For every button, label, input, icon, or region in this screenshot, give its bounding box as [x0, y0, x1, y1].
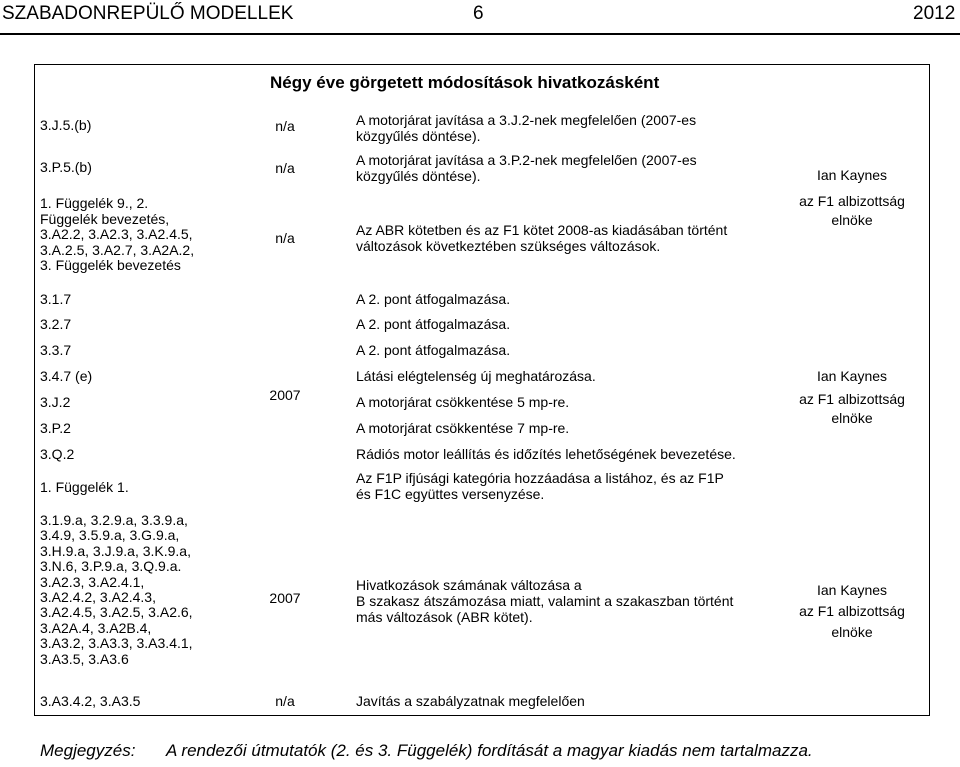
reference-line: 3.A.2.5, 3.A2.7, 3.A2A.2,: [40, 241, 195, 258]
row-description: [356, 368, 596, 384]
description-line: és F1C együttes versenyzése.: [356, 486, 545, 502]
description-line: változások következtében szükséges változások.: [356, 238, 661, 254]
description-line: Javítás a szabályzatnak megfelelően: [356, 693, 585, 709]
reference-line: 3. Függelék bevezetés: [40, 257, 181, 273]
proposer-role: az F1 albizottság: [799, 391, 905, 407]
page-header: [0, 0, 960, 35]
description-line: A motorjárat csökkentése 5 mp-re.: [356, 394, 570, 410]
reference-line: 3.A2.3, 3.A2.4.1,: [40, 573, 145, 590]
row-reference: [40, 394, 70, 410]
description-line: Az F1P ifjúsági kategória hozzáadása a listához, és az F1P: [356, 470, 724, 486]
row-reference: [40, 342, 71, 358]
proposer-name: Ian Kaynes: [816, 167, 888, 183]
year-2007-group2: 2007: [269, 387, 301, 403]
row-reference: [40, 513, 193, 667]
reference-line: 3.P.2: [40, 420, 71, 436]
row-reference: [40, 118, 91, 133]
row-reference: [40, 291, 71, 307]
proposer-role: az F1 albizottság: [799, 193, 905, 209]
reference-line: 3.1.9.a, 3.2.9.a, 3.3.9.a,: [40, 512, 188, 528]
row-description: [356, 112, 696, 144]
description-line: A 2. pont átfogalmazása.: [356, 316, 511, 332]
page-number: 6: [473, 3, 484, 24]
proposer-group1: [782, 166, 922, 230]
row-reference: [40, 196, 194, 274]
reference-line: 1. Függelék 1.: [40, 479, 129, 495]
description-line: A motorjárat csökkentése 7 mp-re.: [356, 420, 570, 436]
reference-line: 1. Függelék 9., 2.: [40, 195, 149, 211]
reference-line: Függelék bevezetés,: [40, 210, 170, 227]
reference-line: 3.A3.4.2, 3.A3.5: [40, 693, 141, 709]
header-year: 2012: [913, 3, 956, 24]
reference-line: 3.2.7: [40, 316, 72, 332]
row-description: [356, 291, 510, 307]
description-line: A 2. pont átfogalmazása.: [356, 342, 511, 358]
reference-line: 3.P.5.(b): [40, 159, 92, 175]
reference-line: 3.A2A.4, 3.A2B.4,: [40, 619, 152, 636]
proposer-group2: [782, 367, 922, 428]
row-reference: [40, 316, 71, 332]
reference-line: 3.4.7 (e): [40, 368, 93, 384]
description-line: Az ABR kötetben és az F1 kötet 2008-as kiadásában történt: [356, 222, 728, 238]
description-line: Látási elégtelenség új meghatározása.: [356, 368, 596, 384]
table-title: Négy éve görgetett módosítások hivatkozásként: [270, 73, 660, 92]
reference-line: 3.4.9, 3.5.9.a, 3.G.9.a,: [40, 527, 180, 544]
row-description: [356, 316, 510, 332]
description-line: közgyűlés döntése).: [356, 128, 481, 144]
reference-line: 3.J.5.(b): [40, 117, 92, 133]
description-line: közgyűlés döntése).: [356, 168, 481, 184]
row-reference: [40, 479, 129, 495]
reference-line: 3.H.9.a, 3.J.9.a, 3.K.9.a,: [40, 542, 191, 559]
row-description: [356, 446, 736, 462]
row-reference: [40, 693, 140, 709]
proposer-role-2: elnöke: [831, 624, 873, 640]
row-reference: [40, 368, 92, 384]
row-year: n/a: [275, 118, 295, 134]
proposer-name: Ian Kaynes: [816, 368, 888, 384]
reference-line: 3.A3.5, 3.A3.6: [40, 650, 129, 667]
note-label: Megjegyzés:: [40, 741, 136, 760]
row-description: [356, 152, 697, 184]
proposer-role: az F1 albizottság: [799, 603, 905, 619]
reference-line: 3.J.2: [40, 394, 71, 410]
reference-line: 3.3.7: [40, 342, 72, 358]
proposer-name: Ian Kaynes: [816, 582, 888, 598]
row-reference: [40, 446, 74, 462]
description-line: A motorjárat javítása a 3.P.2-nek megfelelően (2007-es: [356, 152, 697, 168]
description-line: Hivatkozások számának változása a: [356, 577, 582, 593]
description-line: A 2. pont átfogalmazása.: [356, 291, 511, 307]
row-year: n/a: [275, 160, 295, 176]
proposer-role-2: elnöke: [831, 410, 873, 426]
description-line: A motorjárat javítása a 3.J.2-nek megfelelően (2007-es: [356, 112, 697, 128]
row-description: [356, 394, 569, 410]
reference-line: 3.A2.4.5, 3.A2.5, 3.A2.6,: [40, 604, 193, 621]
proposer-role-2: elnöke: [831, 212, 873, 228]
row-year: n/a: [275, 230, 295, 246]
row-description: [356, 470, 724, 502]
description-line: B szakasz átszámozása miatt, valamint a szakaszban történt: [356, 593, 734, 609]
row-description: [356, 577, 733, 625]
description-line: Rádiós motor leállítás és időzítés lehetőségének bevezetése.: [356, 446, 736, 462]
reference-line: 3.1.7: [40, 291, 72, 307]
row-description: [356, 222, 727, 254]
description-line: más változások (ABR kötet).: [356, 609, 533, 625]
reference-line: 3.A3.2, 3.A3.3, 3.A3.4.1,: [40, 635, 193, 652]
header-left: SZABADONREPÜLŐ MODELLEK: [2, 3, 294, 24]
row-reference: [40, 160, 92, 175]
reference-line: 3.A2.2, 3.A2.3, 3.A2.4.5,: [40, 226, 193, 242]
reference-line: 3.N.6, 3.P.9.a, 3.Q.9.a.: [40, 558, 182, 575]
row-year: n/a: [275, 693, 295, 709]
reference-line: 3.Q.2: [40, 446, 75, 462]
note-text: A rendezői útmutatók (2. és 3. Függelék) fordítását a magyar kiadás nem tartalmazza.: [166, 741, 813, 760]
row-description: [356, 420, 569, 436]
row-reference: [40, 420, 71, 436]
reference-line: 3.A2.4.2, 3.A2.4.3,: [40, 589, 156, 606]
row-description: [356, 693, 585, 709]
proposer-group3: [782, 580, 922, 643]
year-2007-group3: 2007: [269, 590, 301, 606]
row-description: [356, 342, 510, 358]
